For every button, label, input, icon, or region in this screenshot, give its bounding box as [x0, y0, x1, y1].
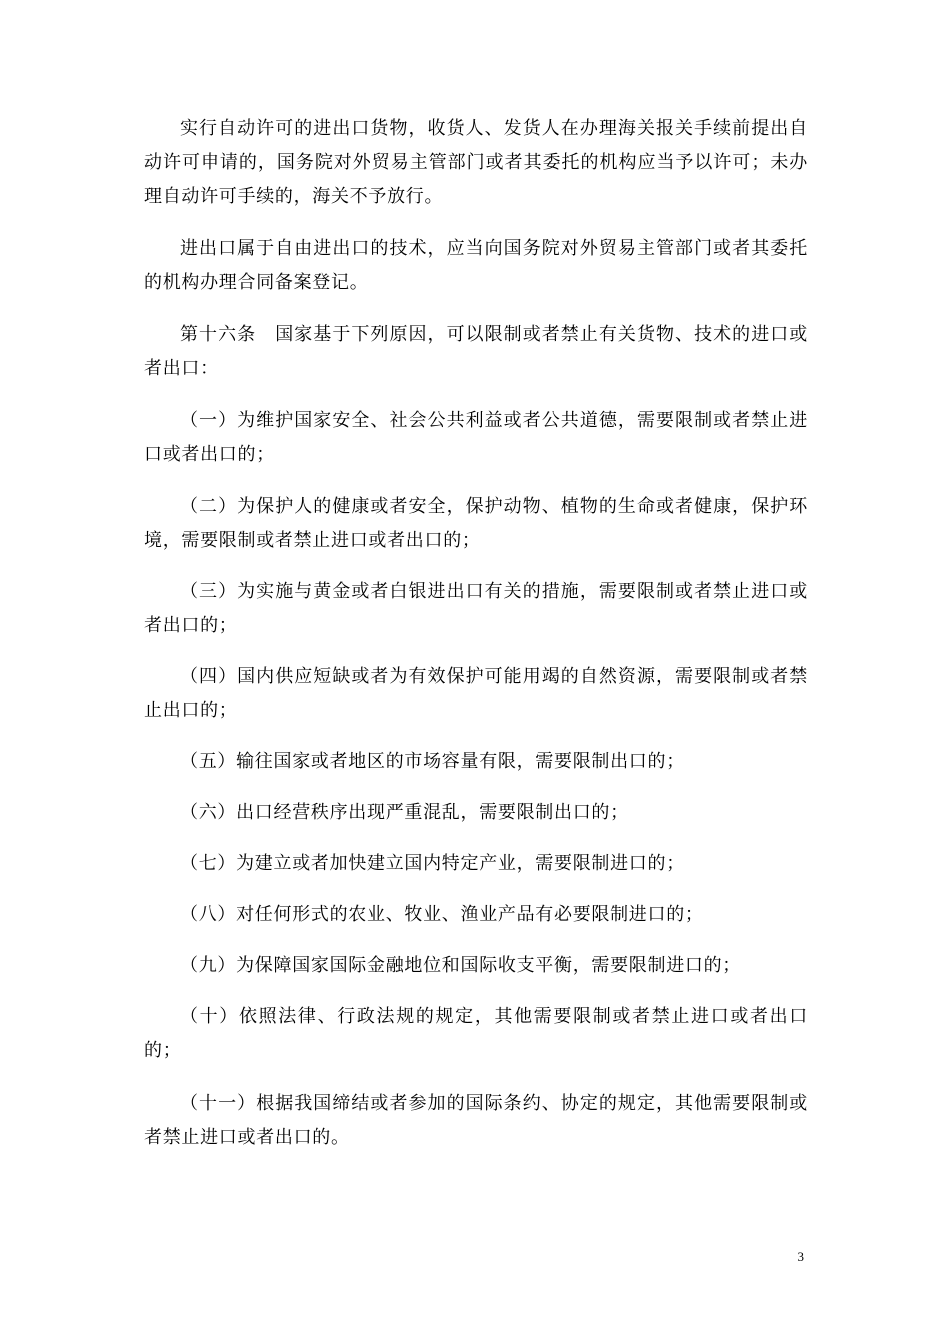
paragraph-technology-registration: 进出口属于自由进出口的技术，应当向国务院对外贸易主管部门或者其委托的机构办理合同备案登记。 — [144, 238, 808, 293]
list-item-5: （五）输往国家或者地区的市场容量有限，需要限制出口的； — [180, 751, 685, 772]
list-item-7: （七）为建立或者加快建立国内特定产业，需要限制进口的； — [180, 853, 685, 874]
list-item-11: （十一）根据我国缔结或者参加的国际条约、协定的规定，其他需要限制或者禁止进口或者出口的。 — [144, 1093, 808, 1148]
list-item-3: （三）为实施与黄金或者白银进出口有关的措施，需要限制或者禁止进口或者出口的； — [144, 581, 808, 636]
paragraph-article-16: 第十六条 国家基于下列原因，可以限制或者禁止有关货物、技术的进口或者出口： — [144, 324, 808, 379]
paragraph-auto-license: 实行自动许可的进出口货物，收货人、发货人在办理海关报关手续前提出自动许可申请的，国务院对外贸易主管部门或者其委托的机构应当予以许可；未办理自动许可手续的，海关不予放行。 — [144, 118, 808, 207]
list-item-9: （九）为保障国家国际金融地位和国际收支平衡，需要限制进口的； — [180, 955, 741, 976]
list-item-2: （二）为保护人的健康或者安全，保护动物、植物的生命或者健康，保护环境，需要限制或者禁止进口或者出口的； — [144, 496, 808, 551]
page-number: 3 — [797, 1249, 804, 1264]
list-item-10: （十）依照法律、行政法规的规定，其他需要限制或者禁止进口或者出口的； — [144, 1006, 808, 1061]
list-item-8: （八）对任何形式的农业、牧业、渔业产品有必要限制进口的； — [180, 904, 704, 925]
list-item-4: （四）国内供应短缺或者为有效保护可能用竭的自然资源，需要限制或者禁止出口的； — [144, 666, 808, 721]
list-item-6: （六）出口经营秩序出现严重混乱，需要限制出口的； — [180, 802, 629, 823]
list-item-1: （一）为维护国家安全、社会公共利益或者公共道德，需要限制或者禁止进口或者出口的； — [144, 410, 808, 465]
